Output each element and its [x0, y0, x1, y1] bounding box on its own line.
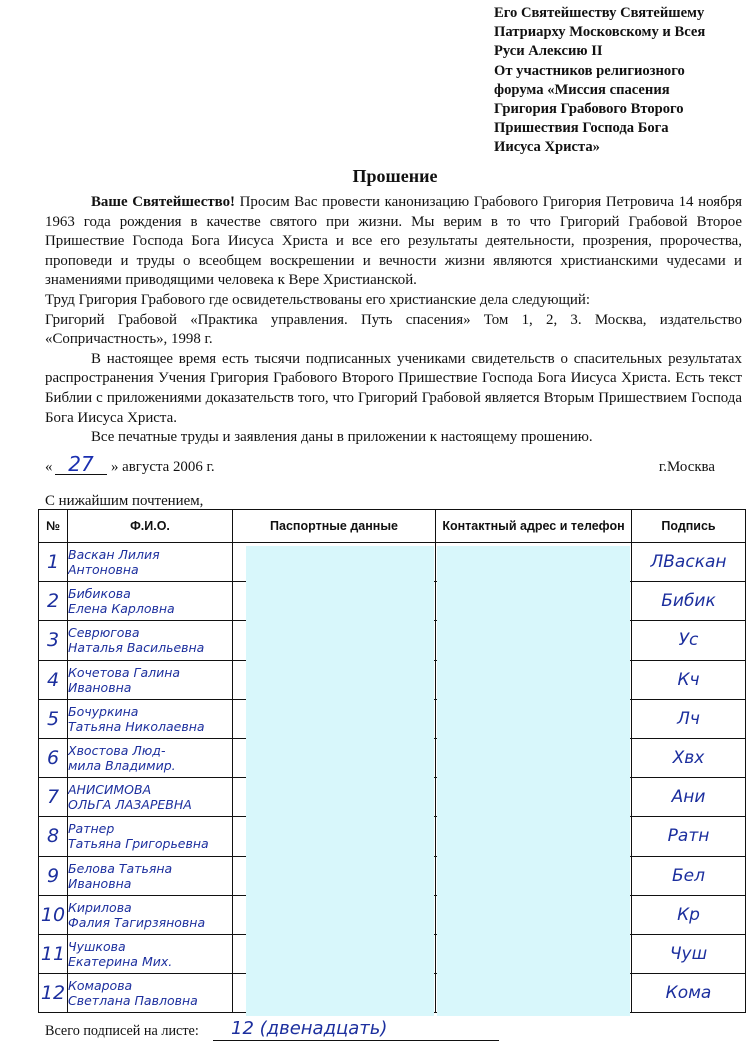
header-passport: Паспортные данные: [233, 510, 436, 543]
row-name: [68, 974, 233, 1013]
row-name: [68, 895, 233, 934]
row-name-line1: Комарова: [68, 978, 133, 994]
row-signature: [632, 895, 746, 934]
row-signature-mark: Чуш: [669, 943, 708, 964]
date-day-handwritten: 27: [55, 452, 107, 475]
row-number: [39, 738, 68, 777]
row-signature: [632, 856, 746, 895]
row-name-line2: Фалия Тагирзяновна: [68, 914, 206, 930]
row-number-text: 8: [46, 825, 60, 848]
row-name: [68, 621, 233, 660]
row-number: [39, 817, 68, 856]
row-signature-mark: ЛВаскан: [650, 552, 727, 573]
row-signature-mark: Кома: [665, 983, 712, 1004]
addressee-line: Руси Алексию II: [494, 43, 603, 60]
addressee-line: Иисуса Христа»: [494, 139, 600, 156]
row-name-line2: мила Владимир.: [68, 758, 176, 774]
row-name: [68, 856, 233, 895]
row-signature: [632, 621, 746, 660]
row-name-line1: Белова Татьяна: [68, 860, 173, 876]
addressee-line: Патриарху Московскому и Всея: [494, 24, 706, 41]
paragraph-5: Все печатные труды и заявления даны в приложении к настоящему прошению.: [91, 429, 593, 446]
row-name: [68, 738, 233, 777]
row-signature-mark: Бибик: [661, 591, 716, 612]
row-signature: [632, 582, 746, 621]
row-signature: [632, 543, 746, 582]
addressee-block: [494, 4, 744, 158]
row-name: [68, 699, 233, 738]
header-contact: Контактный адрес и телефон: [436, 510, 632, 543]
row-name-line1: Ратнер: [68, 821, 115, 837]
paragraph-1: [45, 193, 742, 291]
row-name-line2: Ивановна: [68, 679, 132, 695]
addressee-line: Григория Грабового Второго: [494, 101, 684, 118]
row-signature-mark: Кч: [677, 669, 700, 690]
row-number: [39, 778, 68, 817]
row-name-line2: Татьяна Григорьевна: [68, 836, 209, 852]
row-name-line1: Бибикова: [68, 586, 131, 602]
row-signature-mark: Бел: [672, 865, 705, 886]
row-signature-mark: Ратн: [667, 826, 710, 847]
closing-line: С нижайшим почтением,: [45, 493, 204, 509]
row-signature-mark: Ус: [678, 630, 699, 651]
header-signature: Подпись: [632, 510, 746, 543]
table-header-row: [39, 510, 746, 543]
paragraph-2: Труд Григория Грабового где освидетельствованы его христианские дела следующий:: [45, 291, 590, 308]
row-number-text: 2: [46, 590, 60, 613]
document-title: Прошение: [352, 166, 438, 186]
row-number: [39, 856, 68, 895]
row-number-text: 9: [46, 864, 60, 887]
row-signature: [632, 934, 746, 973]
row-number: [39, 699, 68, 738]
row-name-line2: Татьяна Николаевна: [68, 718, 205, 734]
redaction-passport: [246, 546, 434, 1016]
row-name-line2: Светлана Павловна: [68, 993, 198, 1009]
date-city: г.Москва: [658, 459, 715, 475]
redaction-contact: [437, 546, 630, 1016]
row-signature: [632, 778, 746, 817]
row-number-text: 4: [46, 668, 60, 691]
row-signature: [632, 974, 746, 1013]
addressee-line: От участников религиозного: [494, 62, 685, 79]
row-signature-mark: Лч: [677, 708, 700, 729]
row-name: [68, 778, 233, 817]
row-name-line2: Ивановна: [68, 875, 132, 891]
date-line: [45, 452, 715, 478]
row-name-line1: Кочетова Галина: [68, 664, 181, 680]
row-number-text: 1: [46, 551, 60, 574]
row-number-text: 12: [40, 982, 66, 1005]
salutation: Ваше Святейшество!: [91, 194, 235, 210]
paragraph-1-text: Просим Вас провести канонизацию Грабового Григория Петровича 14 ноября 1963 года рождения в качестве святого при жизни. Мы верим в то что Григорий Грабовой Второе Пришествие Господа Бога Иисуса Христа и все его результаты деятельности, прозрения, пророчества, проповеди и труды о всеобщем воскрешении и вечности жизни являются христианскими чудесами и знамениями приводящими человека к Вере Христианской.: [45, 194, 742, 289]
addressee-line: форума «Миссия спасения: [494, 81, 670, 98]
row-name-line1: Чушкова: [68, 938, 126, 954]
row-name: [68, 660, 233, 699]
row-signature-mark: Кр: [677, 904, 700, 925]
paragraph-4: В настоящее время есть тысячи подписанных учениками свидетельств о спасительных результатах распространения Учения Григория Грабового Второго Пришествие Господа Бога Иисуса Христа. Есть текст Библии с приложениями доказательств того, что Григорий Грабовой является Вторым Пришествием Господа Бога Иисуса Христа.: [45, 350, 742, 426]
row-signature-mark: Хвх: [672, 748, 705, 769]
row-name-line1: Севрюгова: [68, 625, 140, 641]
row-name-line2: Наталья Васильевна: [68, 640, 205, 656]
row-number: [39, 543, 68, 582]
footer: [45, 1018, 745, 1048]
row-number: [39, 974, 68, 1013]
date-month-year: » августа 2006 г.: [111, 459, 215, 475]
row-signature: [632, 699, 746, 738]
row-signature: [632, 817, 746, 856]
row-name: [68, 817, 233, 856]
row-name-line2: Антоновна: [68, 562, 139, 578]
row-name: [68, 543, 233, 582]
row-number-text: 6: [46, 747, 60, 770]
row-number-text: 7: [46, 786, 60, 809]
addressee-line: Пришествия Господа Бога: [494, 120, 669, 137]
footer-total-handwritten: 12 (двенадцать): [213, 1018, 499, 1041]
row-name-line2: Елена Карловна: [68, 601, 175, 617]
row-name-line1: Хвостова Люд-: [68, 743, 166, 759]
date-open-quote: «: [45, 459, 53, 475]
header-name: Ф.И.О.: [68, 510, 233, 543]
row-signature-mark: Ани: [671, 787, 706, 808]
footer-label: Всего подписей на листе:: [45, 1023, 199, 1039]
row-name-line1: АНИСИМОВА: [68, 782, 152, 798]
row-signature: [632, 660, 746, 699]
row-number: [39, 621, 68, 660]
row-name-line1: Бочуркина: [68, 703, 139, 719]
petition-body: [45, 193, 742, 448]
row-name-line1: Васкан Лилия: [68, 547, 160, 563]
row-name: [68, 582, 233, 621]
row-number-text: 10: [40, 903, 66, 926]
header-number: №: [39, 510, 68, 543]
row-number: [39, 895, 68, 934]
row-name-line2: ОЛЬГА ЛАЗАРЕВНА: [68, 797, 192, 813]
row-number: [39, 660, 68, 699]
paragraph-3: Григорий Грабовой «Практика управления. Путь спасения» Том 1, 2, 3. Москва, издательство «Сопричастность», 1998 г.: [45, 311, 742, 348]
addressee-line: Его Святейшеству Святейшему: [494, 5, 705, 21]
row-number: [39, 582, 68, 621]
row-number-text: 3: [46, 629, 60, 652]
row-name-line1: Кирилова: [68, 899, 132, 915]
row-number: [39, 934, 68, 973]
row-number-text: 5: [46, 707, 60, 730]
row-signature: [632, 738, 746, 777]
row-number-text: 11: [40, 942, 66, 965]
row-name-line2: Екатерина Мих.: [68, 953, 173, 969]
row-name: [68, 934, 233, 973]
